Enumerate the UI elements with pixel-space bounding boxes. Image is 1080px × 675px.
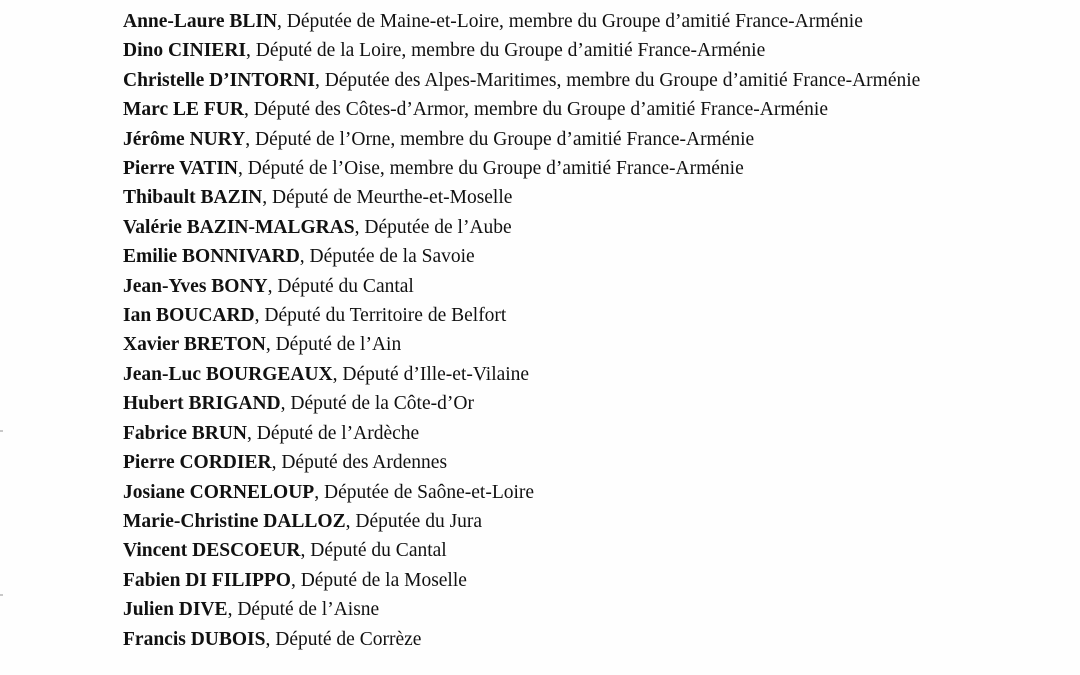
signatory-description: , Député de Meurthe-et-Moselle <box>262 187 513 209</box>
signatory-description: , Député de la Loire, membre du Groupe d’amitié France-Arménie <box>246 40 766 62</box>
list-item <box>123 419 983 448</box>
list-item <box>123 448 983 477</box>
list-item <box>123 213 983 242</box>
signatory-description: , Député de l’Ain <box>265 334 402 356</box>
signatory-name: Pierre VATIN <box>123 158 239 180</box>
signatory-description: , Député de l’Aisne <box>227 599 380 621</box>
list-item <box>123 183 983 212</box>
list-item <box>123 507 983 536</box>
signatory-description: , Députée de la Savoie <box>299 246 475 268</box>
signatory-name: Xavier BRETON <box>123 334 266 356</box>
signatory-description: , Député du Cantal <box>267 275 414 297</box>
signatory-name: Ian BOUCARD <box>123 305 255 327</box>
signatory-name: Pierre CORDIER <box>123 452 272 474</box>
signatory-description: , Député d’Ille-et-Vilaine <box>332 363 530 385</box>
signatory-description: , Député de la Côte-d’Or <box>280 393 474 415</box>
list-item <box>123 625 983 654</box>
signatory-description: , Députée de Maine-et-Loire, membre du Groupe d’amitié France-Arménie <box>277 11 863 32</box>
signatory-description: , Député des Ardennes <box>271 452 448 474</box>
signatory-name: Vincent DESCOEUR <box>123 540 301 562</box>
signatory-name: Valérie BAZIN-MALGRAS <box>123 216 355 238</box>
signatory-list <box>123 7 983 654</box>
list-item <box>123 566 983 595</box>
signatory-name: Jean-Luc BOURGEAUX <box>123 363 333 385</box>
signatory-description: , Député des Côtes-d’Armor, membre du Groupe d’amitié France-Arménie <box>243 99 828 121</box>
signatory-name: Dino CINIERI <box>123 40 246 62</box>
list-item <box>123 154 983 183</box>
signatory-name: Fabrice BRUN <box>123 422 248 444</box>
list-item <box>123 330 983 359</box>
list-item <box>123 536 983 565</box>
cropped-top-line <box>200 0 840 2</box>
list-item <box>123 301 983 330</box>
signatory-name: Emilie BONNIVARD <box>123 246 300 268</box>
signatory-name: Marc LE FUR <box>123 99 244 121</box>
list-item <box>123 595 983 624</box>
list-item <box>123 95 983 124</box>
list-item <box>123 360 983 389</box>
list-item <box>123 36 983 65</box>
signatory-name: Francis DUBOIS <box>123 628 266 650</box>
signatory-name: Fabien DI FILIPPO <box>123 569 291 591</box>
signatory-name: Josiane CORNELOUP <box>123 481 315 503</box>
signatory-description: , Député du Cantal <box>300 540 447 562</box>
scan-mark <box>0 430 3 432</box>
signatory-name: Marie-Christine DALLOZ <box>123 510 346 532</box>
list-item <box>123 389 983 418</box>
signatory-description: , Député de la Moselle <box>290 569 467 591</box>
signatory-description: , Députée des Alpes-Maritimes, membre du Groupe d’amitié France-Arménie <box>314 69 921 91</box>
list-item <box>123 7 983 36</box>
signatory-name: Hubert BRIGAND <box>123 393 281 415</box>
list-item <box>123 478 983 507</box>
signatory-description: , Député de l’Ardèche <box>247 422 420 444</box>
list-item <box>123 242 983 271</box>
signatory-description: , Député de Corrèze <box>265 628 422 650</box>
signatory-description: , Députée du Jura <box>345 510 483 532</box>
list-item <box>123 66 983 95</box>
signatory-name: Julien DIVE <box>123 599 228 621</box>
list-item <box>123 272 983 301</box>
list-item <box>123 125 983 154</box>
signatory-description: , Député de l’Orne, membre du Groupe d’amitié France-Arménie <box>245 128 755 150</box>
signatory-name: Anne-Laure BLIN <box>123 11 278 32</box>
scan-mark <box>0 594 3 596</box>
signatory-name: Jean-Yves BONY <box>123 275 268 297</box>
signatory-description: , Député de l’Oise, membre du Groupe d’amitié France-Arménie <box>238 158 744 180</box>
signatory-description: , Députée de l’Aube <box>354 216 512 238</box>
signatory-description: , Député du Territoire de Belfort <box>254 305 507 327</box>
signatory-name: Christelle D’INTORNI <box>123 69 315 91</box>
signatory-description: , Députée de Saône-et-Loire <box>314 481 535 503</box>
signatory-name: Jérôme NURY <box>123 128 246 150</box>
signatory-name: Thibault BAZIN <box>123 187 263 209</box>
